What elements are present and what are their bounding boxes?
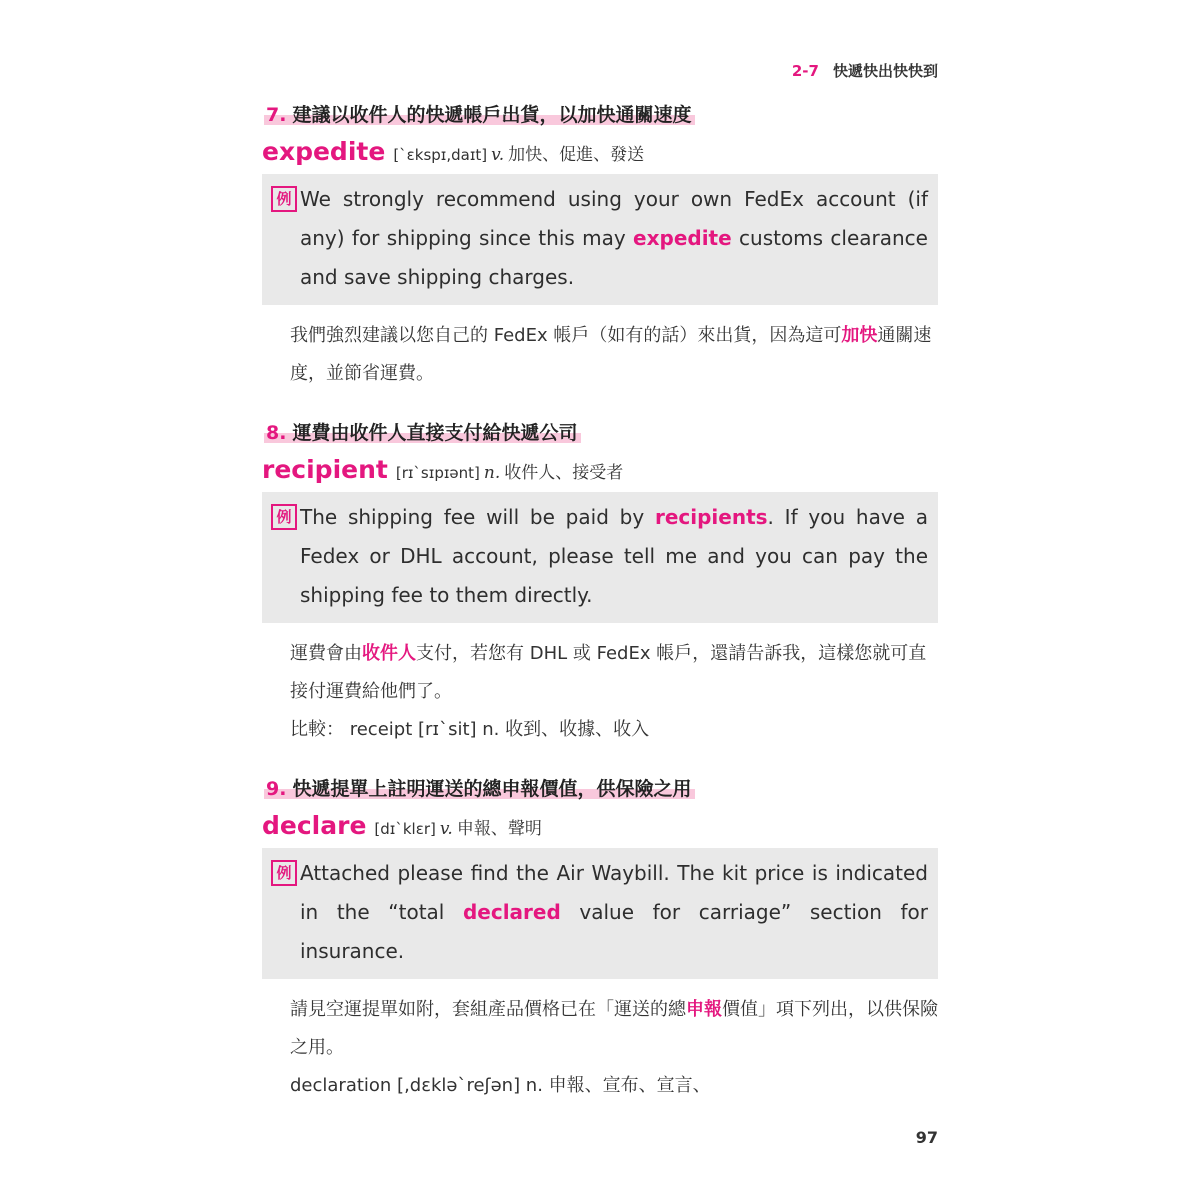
entry-title-text: 快遞提單上註明運送的總申報價值，供保險之用 xyxy=(292,778,692,800)
example-highlight: declared xyxy=(462,900,561,924)
example-tag-icon: 例 xyxy=(271,186,297,212)
translation xyxy=(290,317,938,393)
example-box xyxy=(262,492,938,623)
translation xyxy=(290,635,938,711)
example-text-post: customs clearance and save shipping charges. xyxy=(300,226,928,289)
translation-pre: 請見空運提單如附，套組產品價格已在「運送的總 xyxy=(290,999,686,1020)
translation-post: 價值」項下列出，以供保險之用。 xyxy=(290,999,938,1058)
example-box xyxy=(262,848,938,979)
meaning: 申報、聲明 xyxy=(456,819,542,839)
page-number: 97 xyxy=(915,1128,938,1147)
section-number: 2-7 xyxy=(791,62,819,80)
running-head xyxy=(792,60,938,81)
translation xyxy=(290,991,938,1067)
example-tag-icon: 例 xyxy=(271,860,297,886)
headword: expedite xyxy=(262,137,386,166)
pronunciation: [rɪ`sɪpɪənt] xyxy=(395,464,480,482)
vocab-entry-8 xyxy=(262,418,938,749)
translation-post: 通關速度，並節省運費。 xyxy=(290,325,932,384)
translation-highlight: 收件人 xyxy=(362,643,416,664)
translation-post: 支付，若您有 DHL 或 FedEx 帳戶，還請告訴我，這樣您就可直接付運費給他們了。 xyxy=(290,643,927,702)
pronunciation: [dɪ`klɛr] xyxy=(374,820,436,838)
entry-number: 8. xyxy=(266,422,287,444)
example-text-pre: Attached please find the Air Waybill. The kit price is indicated in the “total xyxy=(300,861,928,924)
part-of-speech: v. xyxy=(439,819,453,839)
part-of-speech: v. xyxy=(491,145,505,165)
headword-line xyxy=(262,137,938,166)
example-text-post: . If you have a Fedex or DHL account, please tell me and you can pay the shipping fee to them directly. xyxy=(300,505,928,607)
headword: declare xyxy=(262,811,367,840)
headword-line xyxy=(262,455,938,484)
example-highlight: recipients xyxy=(654,505,768,529)
pronunciation: [`ɛkspɪ,daɪt] xyxy=(393,146,488,164)
vocab-entry-9 xyxy=(262,774,938,1105)
part-of-speech: n. xyxy=(483,463,501,483)
translation-highlight: 申報 xyxy=(686,999,722,1020)
headword-line xyxy=(262,811,938,840)
entry-title-text: 建議以收件人的快遞帳戶出貨，以加快通關速度 xyxy=(292,104,692,126)
example-tag-icon: 例 xyxy=(271,504,297,530)
entry-title xyxy=(264,418,581,445)
example-text-pre: We strongly recommend using your own FedEx account (if any) for shipping since this may xyxy=(300,187,928,250)
section-title: 快遞快出快快到 xyxy=(832,62,938,80)
meaning: 加快、促進、發送 xyxy=(508,145,645,165)
compare-note: 比較： receipt [rɪ`sit] n. 收到、收據、收入 xyxy=(290,719,650,740)
headword: recipient xyxy=(262,455,388,484)
meaning: 收件人、接受者 xyxy=(504,463,624,483)
example-highlight: expedite xyxy=(633,226,732,250)
example-box xyxy=(262,174,938,305)
entry-title xyxy=(264,100,695,127)
translation-pre: 我們強烈建議以您自己的 FedEx 帳戶（如有的話）來出貨，因為這可 xyxy=(290,325,842,346)
entry-title-text: 運費由收件人直接支付給快遞公司 xyxy=(292,422,578,444)
translation-pre: 運費會由 xyxy=(290,643,362,664)
example-text-pre: The shipping fee will be paid by xyxy=(300,505,655,529)
entry-title xyxy=(264,774,695,801)
entry-number: 9. xyxy=(266,778,287,800)
related-word-note: declaration [,dɛklə`reʃən] n. 申報、宣布、宣言、 xyxy=(290,1075,711,1096)
example-text-post: value for carriage” section for insurance. xyxy=(300,900,928,963)
entry-number: 7. xyxy=(266,104,287,126)
translation-highlight: 加快 xyxy=(841,325,878,346)
vocab-entry-7 xyxy=(262,100,938,393)
